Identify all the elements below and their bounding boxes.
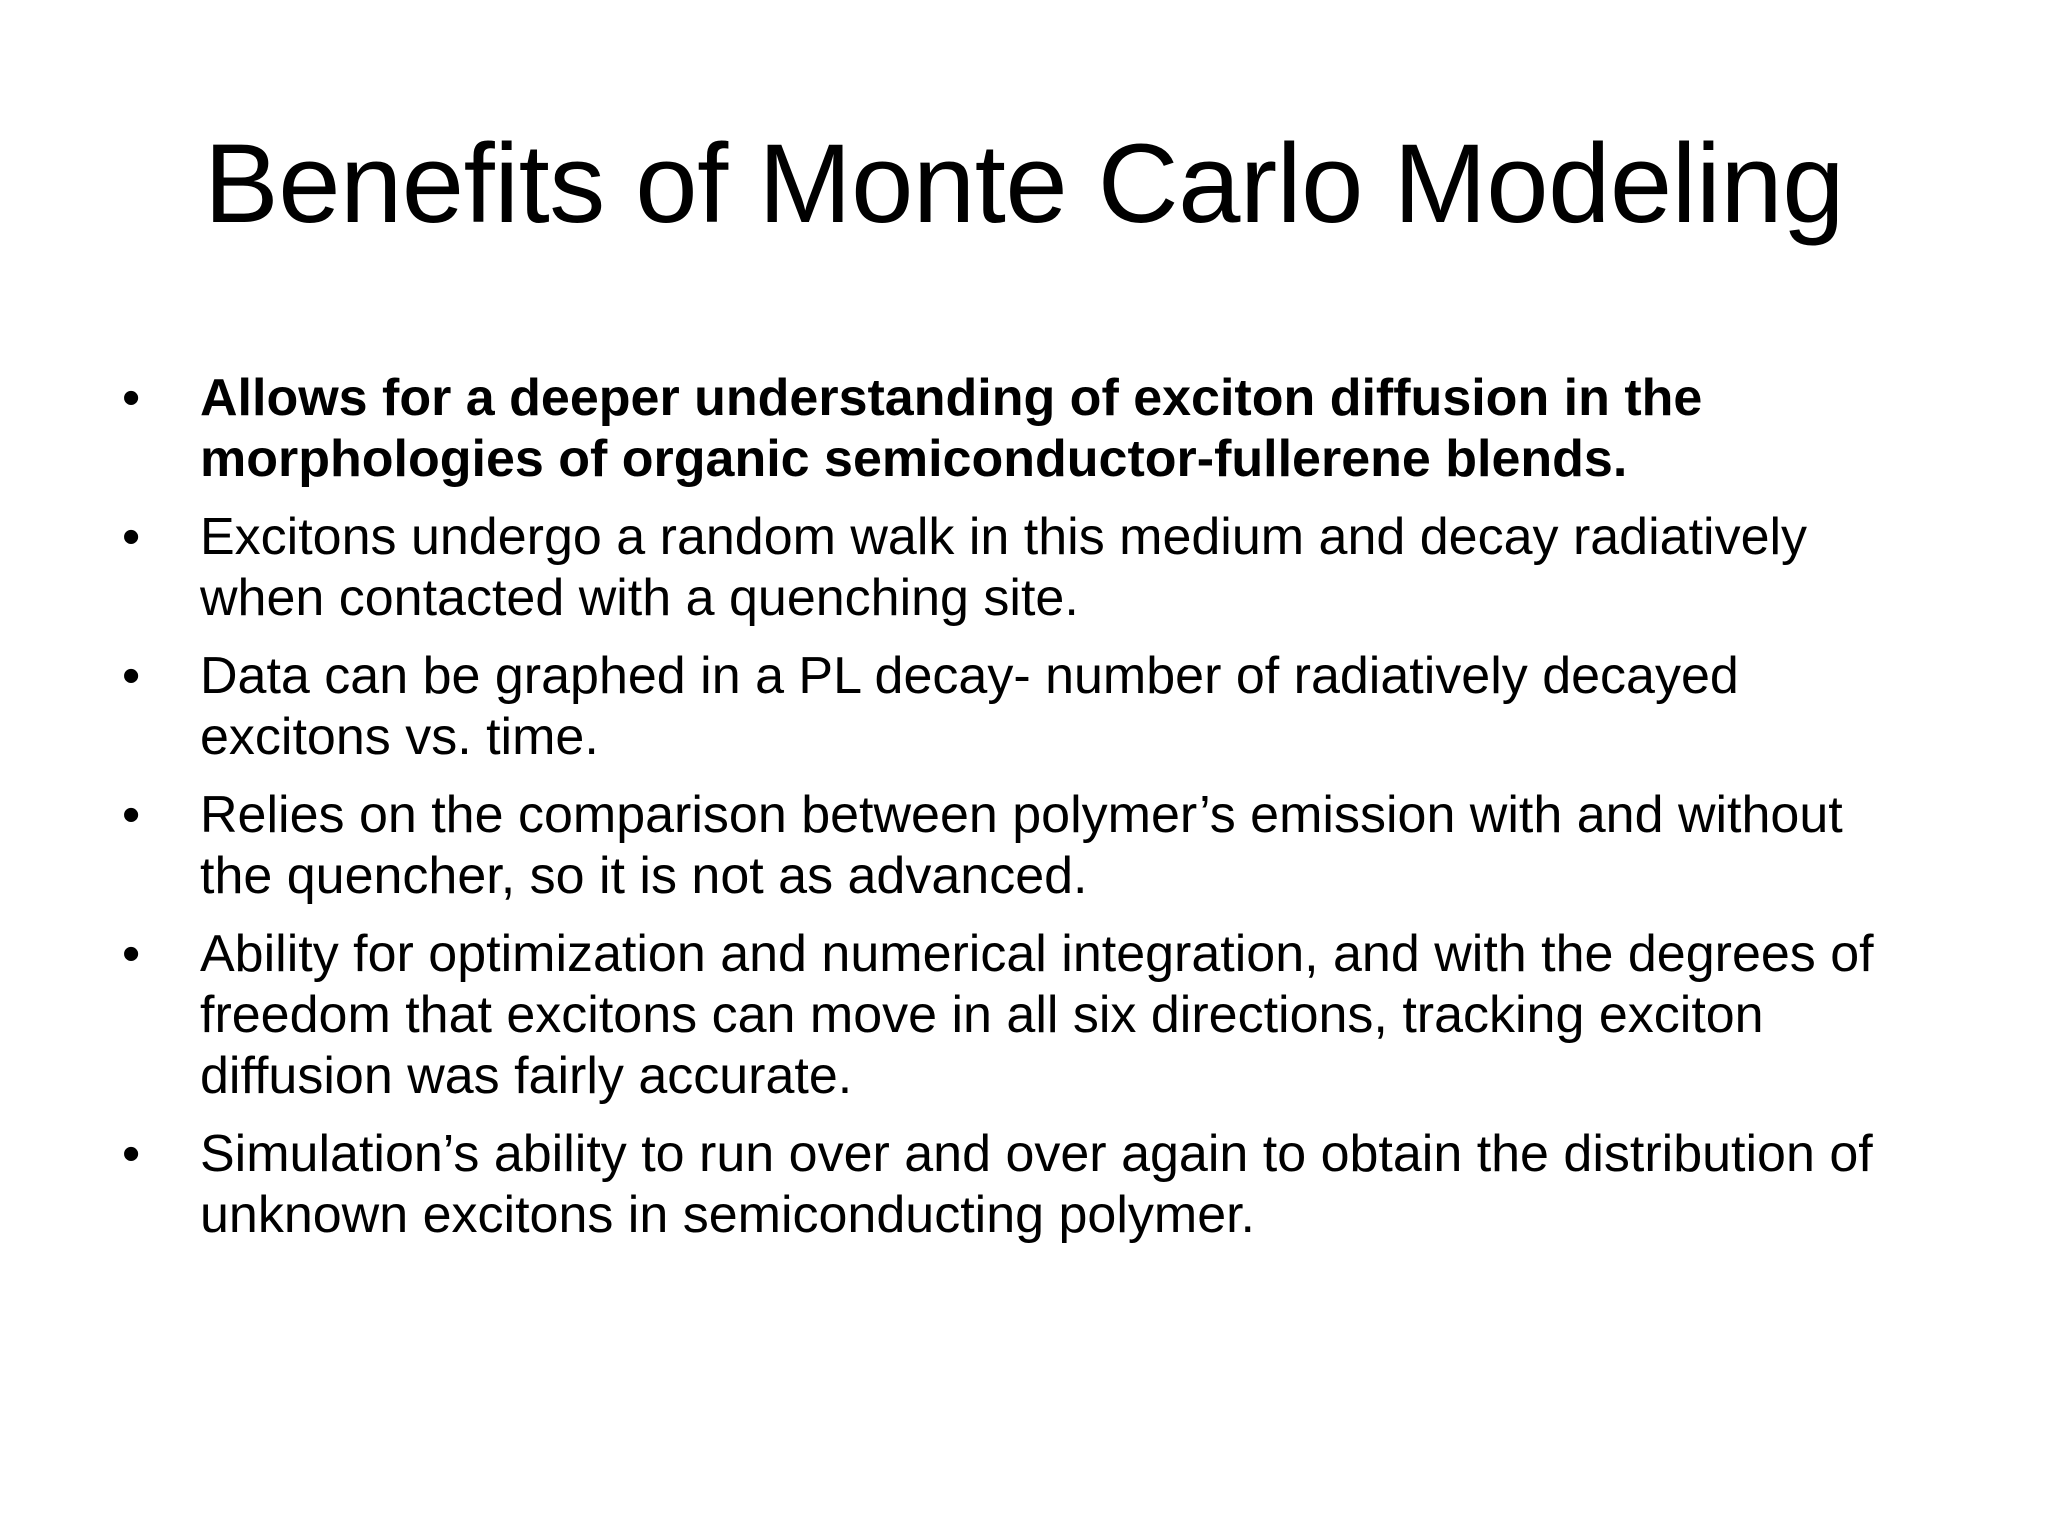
bullet-icon: • — [122, 647, 141, 705]
bullet-list — [120, 368, 1920, 1263]
bullet-item — [120, 368, 1920, 490]
bullet-text: Data can be graphed in a PL decay- number of radiatively decayed excitons vs. time. — [200, 647, 1739, 766]
bullet-item — [120, 785, 1920, 907]
slide-title: Benefits of Monte Carlo Modeling — [204, 121, 1844, 246]
bullet-icon: • — [122, 1125, 141, 1183]
bullet-item — [120, 507, 1920, 629]
bullet-text: Excitons undergo a random walk in this medium and decay radiatively when contacted with a quenching site. — [200, 508, 1808, 627]
bullet-item — [120, 646, 1920, 768]
bullet-icon: • — [122, 369, 141, 427]
bullet-icon: • — [122, 925, 141, 983]
bullet-item — [120, 1124, 1920, 1246]
bullet-text: Relies on the comparison between polymer’s emission with and without the quencher, so it is not as advanced. — [200, 786, 1843, 905]
bullet-text: Allows for a deeper understanding of exciton diffusion in the morphologies of organic semiconductor-fullerene blends. — [200, 369, 1703, 488]
bullet-text: Simulation’s ability to run over and over again to obtain the distribution of unknown excitons in semiconducting polymer. — [200, 1125, 1873, 1244]
bullet-text: Ability for optimization and numerical integration, and with the degrees of freedom that excitons can move in all six directions, tracking exciton diffusion was fairly accurate. — [200, 925, 1874, 1105]
bullet-icon: • — [122, 786, 141, 844]
bullet-item — [120, 924, 1920, 1107]
bullet-icon: • — [122, 508, 141, 566]
